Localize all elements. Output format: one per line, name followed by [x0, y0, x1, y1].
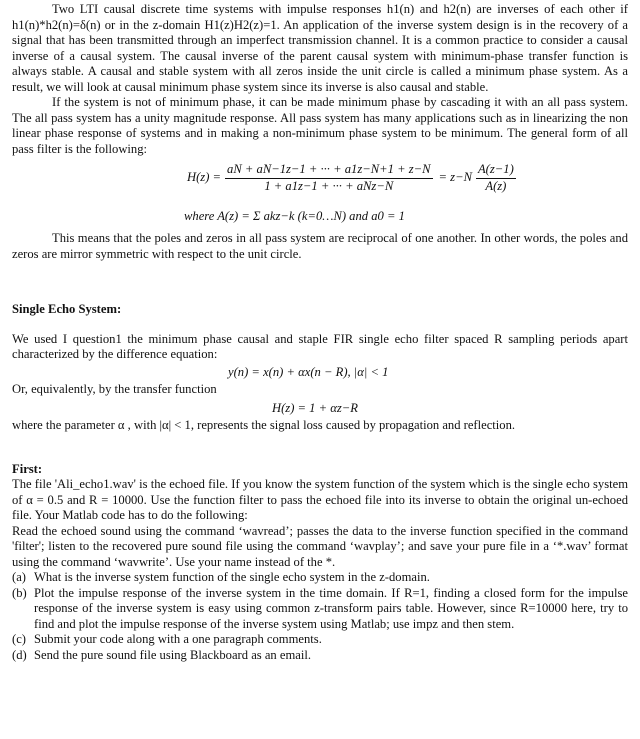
list-text: What is the inverse system function of the single echo system in the z-domain.	[34, 570, 430, 584]
echo-paragraph-1: We used I question1 the minimum phase causal and staple FIR single echo filter spaced R sampling periods apart characterized by the difference equation:	[12, 331, 628, 361]
echo-paragraph-2: Or, equivalently, by the transfer function	[12, 382, 217, 396]
allpass-ratio-den: A(z)	[485, 178, 507, 193]
list-text: Plot the impulse response of the inverse system in the time domain. If R=1, finding a closed form for the impulse response of the inverse system is easy using common z-transform pairs table. However, since R=10000 here, try to find and plot the impulse response of the inverse system using Matlab; use impz and then stem.	[34, 585, 628, 631]
list-marker: (d)	[12, 647, 27, 662]
first-paragraph-1: The file 'Ali_echo1.wav' is the echoed file. If you know the system function of the system which is the single echo system of α = 0.5 and R = 10000. Use the function filter to pass the echoed file into its inverse to obtain the original un-echoed file. Your Matlab code has to do the following:	[12, 477, 628, 522]
echo-heading: Single Echo System:	[12, 302, 122, 316]
list-marker: (b)	[12, 585, 27, 600]
allpass-ratio	[476, 162, 516, 194]
list-text: Submit your code along with a one paragraph comments.	[34, 632, 322, 646]
transfer-function: H(z) = 1 + αz−R	[272, 400, 358, 415]
intro-paragraph-2: If the system is not of minimum phase, it can be made minimum phase by cascading it with an all pass system. The all pass system has a unity magnitude response. All pass system has many applications such as in linearizing the non linear phase response of systems and in making a non-minimum phase system to be minimum. The general form of all pass filter is the following:	[12, 95, 628, 156]
allpass-numerator: aN + aN−1z−1 + ··· + a1z−N+1 + z−N	[225, 162, 433, 179]
task-list	[12, 570, 628, 663]
list-item	[12, 648, 628, 664]
first-heading: First:	[12, 461, 43, 476]
difference-equation: y(n) = x(n) + αx(n − R), |α| < 1	[228, 364, 389, 379]
allpass-fraction	[225, 162, 433, 194]
list-marker: (a)	[12, 570, 26, 584]
allpass-ratio-num: A(z−1)	[476, 162, 516, 179]
list-item	[12, 586, 628, 633]
echo-paragraph-3: where the parameter α , with |α| < 1, represents the signal loss caused by propagation and reflection.	[12, 418, 516, 432]
polynomial-definition: where A(z) = Σ akz−k (k=0…N) and a0 = 1	[184, 209, 405, 223]
intro-paragraph-1: Two LTI causal discrete time systems with impulse responses h1(n) and h2(n) are inverses of each other if h1(n)*h2(n)=δ(n) or in the z-domain H1(z)H2(z)=1. An application of the inverse system design is in the recovery of a signal that has been transmitted through an imperfect transmission channel. It is a common practice to consider a causal inverse of a causal system. The causal inverse of the parent causal system with minimum-phase transfer function is always stable. A causal and stable system with all zeros inside the unit circle is called a minimum phase system. As a result, we will look at causal minimum phase system since its inverse is also causal and stable.	[12, 2, 628, 94]
list-text: Send the pure sound file using Blackboard as an email.	[34, 647, 311, 662]
list-marker: (c)	[12, 632, 26, 646]
list-item	[12, 632, 628, 648]
intro-paragraph-3: This means that the poles and zeros in all pass system are reciprocal of one another. In other words, the poles and zeros are mirror symmetric with respect to the unit circle.	[12, 231, 628, 261]
allpass-mid: = z−N	[438, 170, 472, 185]
document-page	[0, 2, 640, 663]
first-paragraph-2: Read the echoed sound using the command ‘wavread’; passes the data to the inverse function specified in the command 'filter'; listen to the recovered pure sound file using the command ‘wavplay’; and save your pure file in a ‘*.wav’ format using the command ‘wavwrite’. Use your name instead of the *.	[12, 523, 628, 569]
list-item	[12, 570, 628, 586]
allpass-denominator: 1 + a1z−1 + ··· + aNz−N	[264, 178, 394, 193]
allpass-equation	[187, 159, 628, 197]
allpass-lhs: H(z) =	[187, 170, 222, 185]
